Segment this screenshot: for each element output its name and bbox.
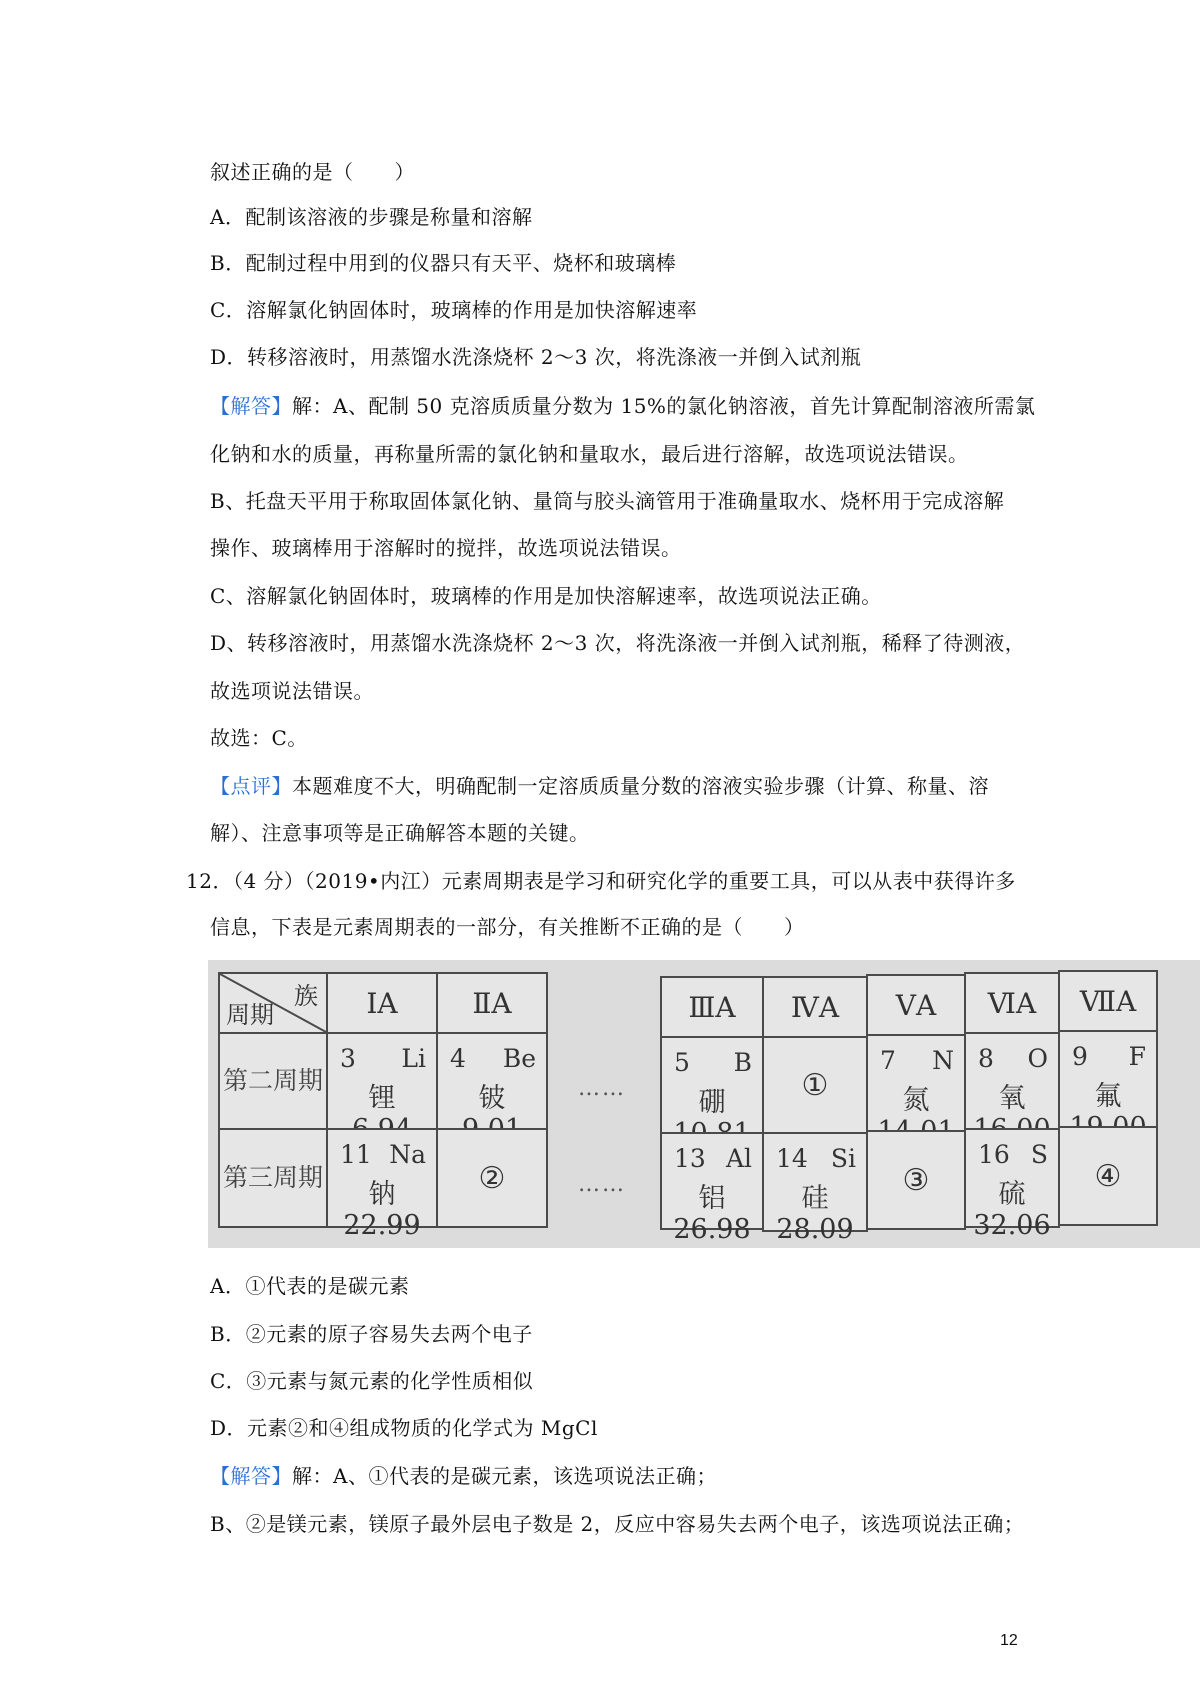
- group-header-5: ⅤA: [866, 974, 966, 1036]
- element-si: [762, 1132, 868, 1245]
- element-name: 硼: [698, 1087, 726, 1118]
- element-s: [964, 1128, 1060, 1241]
- q11-option-b: B．配制过程中用到的仪器只有天平、烧杯和玻璃棒: [210, 251, 677, 275]
- symbol: Si: [830, 1144, 856, 1173]
- atomic-number: 14: [776, 1144, 808, 1173]
- q11-answer-line-8: 故选：C。: [210, 726, 308, 750]
- element-f: [1058, 1030, 1158, 1128]
- symbol: F: [1128, 1042, 1146, 1071]
- element-o: [964, 1032, 1060, 1130]
- element-b: [660, 1036, 764, 1134]
- q11-answer-text-1: 解：A、配制 50 克溶质质量分数为 15%的氯化钠溶液，首先计算配制溶液所需氯: [292, 394, 1036, 418]
- corner-period-label: 周期: [226, 1001, 274, 1029]
- q12-stem-line-1: 12．（4 分）（2019•内江）元素周期表是学习和研究化学的重要工具，可以从表中获得许多: [186, 869, 1016, 893]
- symbol: Na: [389, 1140, 426, 1169]
- page-number: 12: [1000, 1632, 1018, 1649]
- q12-answer-line-1: [210, 1462, 717, 1490]
- q11-answer-line-5: C、溶解氯化钠固体时，玻璃棒的作用是加快溶解速率，故选项说法正确。: [210, 584, 882, 608]
- group-header-2: ⅡA: [436, 972, 548, 1034]
- ellipsis-period-3: ……: [578, 1172, 626, 1197]
- q11-comment-line-2: 解）、注意事项等是正确解答本题的关键。: [210, 821, 590, 845]
- q11-answer-line-4: 操作、玻璃棒用于溶解时的搅拌，故选项说法错误。: [210, 536, 682, 560]
- ellipsis-period-2: ……: [578, 1076, 626, 1101]
- atomic-mass: 22.99: [343, 1210, 421, 1241]
- element-name: 硫: [998, 1179, 1026, 1210]
- q11-answer-line-7: 故选项说法错误。: [210, 679, 374, 703]
- unknown-element-1: ①: [762, 1036, 868, 1134]
- element-name: 氟: [1094, 1081, 1122, 1112]
- symbol: Be: [502, 1044, 536, 1073]
- q11-option-c: C．溶解氯化钠固体时，玻璃棒的作用是加快溶解速率: [210, 298, 698, 322]
- periodic-table-image: [208, 960, 1200, 1248]
- q11-stem-tail: 叙述正确的是（ ）: [210, 160, 415, 184]
- symbol: Al: [725, 1144, 752, 1173]
- unknown-element-4: ④: [1058, 1126, 1158, 1226]
- q11-answer-line-3: B、托盘天平用于称取固体氯化钠、量筒与胶头滴管用于准确量取水、烧杯用于完成溶解: [210, 489, 1005, 513]
- corner-group-label: 族: [294, 982, 318, 1010]
- element-name: 锂: [368, 1083, 396, 1114]
- group-header-6: ⅥA: [964, 972, 1060, 1034]
- element-al: [660, 1132, 764, 1245]
- atomic-mass: 28.09: [776, 1214, 854, 1245]
- group-header-1: ⅠA: [326, 972, 438, 1034]
- element-li: [326, 1032, 438, 1130]
- symbol: N: [932, 1046, 954, 1075]
- q12-option-d: D．元素②和④组成物质的化学式为 MgCl: [210, 1416, 598, 1440]
- element-be: [436, 1032, 548, 1130]
- atomic-number: 11: [340, 1140, 372, 1169]
- atomic-number: 4: [450, 1044, 466, 1073]
- q12-answer-text-1: 解：A、①代表的是碳元素，该选项说法正确；: [292, 1464, 717, 1488]
- q11-option-a: A．配制该溶液的步骤是称量和溶解: [210, 205, 533, 229]
- atomic-mass: 26.98: [673, 1214, 751, 1245]
- symbol: S: [1030, 1140, 1048, 1169]
- q11-answer-line-2: 化钠和水的质量，再称量所需的氯化钠和量取水，最后进行溶解，故选项说法错误。: [210, 442, 969, 466]
- period-3-label: 第三周期: [218, 1128, 328, 1228]
- q12-option-c: C．③元素与氮元素的化学性质相似: [210, 1369, 534, 1393]
- atomic-number: 7: [880, 1046, 896, 1075]
- group-header-4: ⅣA: [762, 976, 868, 1038]
- q12-option-b: B．②元素的原子容易失去两个电子: [210, 1322, 533, 1346]
- period-2-label: 第二周期: [218, 1032, 328, 1130]
- symbol: B: [733, 1048, 752, 1077]
- group-header-7: ⅦA: [1058, 970, 1158, 1032]
- answer-tag: 【解答】: [210, 394, 292, 418]
- q12-option-a: A．①代表的是碳元素: [210, 1274, 410, 1298]
- element-name: 氮: [902, 1085, 930, 1116]
- atomic-number: 16: [978, 1140, 1010, 1169]
- element-name: 铝: [698, 1183, 726, 1214]
- q12-stem-line-2: 信息，下表是元素周期表的一部分，有关推断不正确的是（ ）: [210, 915, 805, 939]
- q11-comment-line-1: [210, 772, 989, 800]
- q12-answer-line-2: B、②是镁元素，镁原子最外层电子数是 2，反应中容易失去两个电子，该选项说法正确；: [210, 1512, 1025, 1536]
- atomic-number: 5: [674, 1048, 690, 1077]
- q11-option-d: D．转移溶液时，用蒸馏水洗涤烧杯 2～3 次，将洗涤液一并倒入试剂瓶: [210, 345, 862, 369]
- atomic-number: 13: [674, 1144, 706, 1173]
- q11-answer-line-6: D、转移溶液时，用蒸馏水洗涤烧杯 2～3 次，将洗涤液一并倒入试剂瓶，稀释了待测液，: [210, 631, 1026, 655]
- comment-tag: 【点评】: [210, 774, 292, 798]
- q11-comment-text-1: 本题难度不大，明确配制一定溶质质量分数的溶液实验步骤（计算、称量、溶: [292, 774, 989, 798]
- element-name: 铍: [478, 1083, 506, 1114]
- element-name: 硅: [801, 1183, 829, 1214]
- atomic-number: 8: [978, 1044, 994, 1073]
- atomic-mass: 32.06: [973, 1210, 1051, 1241]
- element-name: 氧: [998, 1083, 1026, 1114]
- symbol: Li: [401, 1044, 426, 1073]
- atomic-number: 9: [1072, 1042, 1088, 1071]
- q11-answer-line-1: [210, 392, 1035, 420]
- group-header-3: ⅢA: [660, 976, 764, 1038]
- corner-cell: [218, 972, 328, 1034]
- atomic-number: 3: [340, 1044, 356, 1073]
- symbol: O: [1027, 1044, 1048, 1073]
- element-name: 钠: [368, 1179, 396, 1210]
- unknown-element-2: ②: [436, 1128, 548, 1228]
- unknown-element-3: ③: [866, 1130, 966, 1230]
- element-na: [326, 1128, 438, 1241]
- element-n: [866, 1034, 966, 1132]
- answer-tag: 【解答】: [210, 1464, 292, 1488]
